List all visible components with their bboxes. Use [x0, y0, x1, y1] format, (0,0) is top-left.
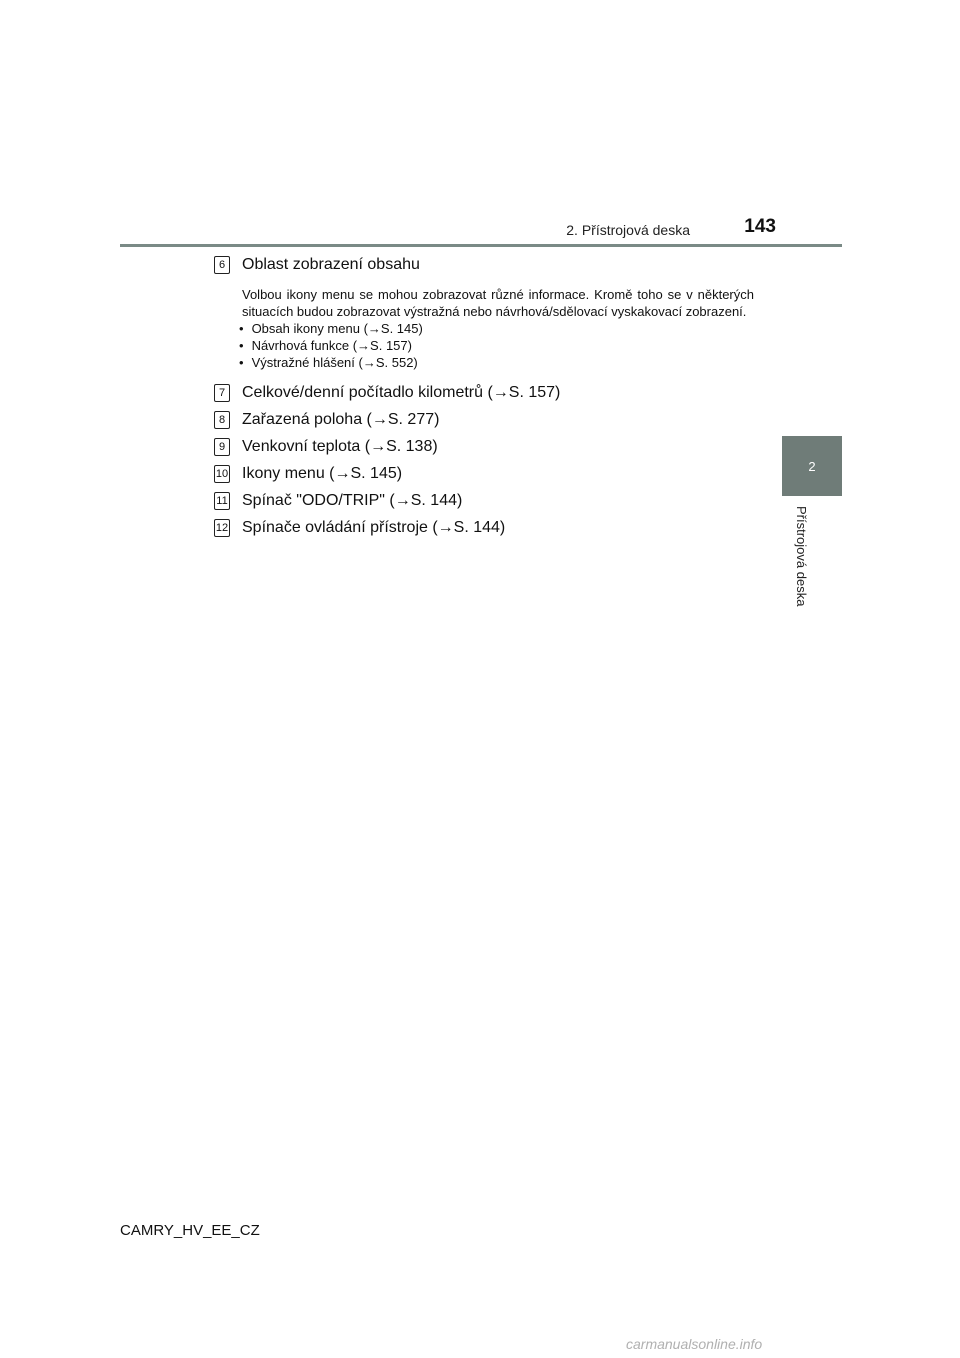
- item-title: Zařazená poloha (→S. 277): [242, 411, 440, 428]
- item-number-badge: 11: [214, 492, 230, 510]
- watermark[interactable]: carmanualsonline.info: [626, 1336, 763, 1352]
- item-11: [214, 488, 754, 514]
- item-number-badge: 12: [214, 519, 230, 537]
- item-number-badge: 9: [214, 438, 230, 456]
- item-8: [214, 407, 754, 433]
- chapter-tab-label: Přístrojová deska: [794, 506, 809, 607]
- item-title: Spínač "ODO/TRIP" (→S. 144): [242, 492, 463, 509]
- list-item: • Návrhová funkce (→S. 157): [250, 337, 754, 354]
- item-6: [214, 254, 754, 276]
- chapter-tab[interactable]: [782, 436, 842, 496]
- item-title: Spínače ovládání přístroje (→S. 144): [242, 519, 506, 536]
- item-12: [214, 515, 754, 541]
- item-title: Venkovní teplota (→S. 138): [242, 438, 438, 455]
- item-title: Ikony menu (→S. 145): [242, 465, 403, 482]
- chapter-tab-number: 2: [808, 458, 816, 474]
- item-number-badge: 8: [214, 411, 230, 429]
- item-title: Oblast zobrazení obsahu: [242, 256, 420, 273]
- list-item: • Obsah ikony menu (→S. 145): [250, 320, 754, 337]
- item-number-badge: 10: [214, 465, 230, 483]
- content: [214, 254, 754, 541]
- item-10: [214, 461, 754, 487]
- item-description: Volbou ikony menu se mohou zobrazovat různé informace. Kromě toho se v některých situacích budou zobrazovat výstražná nebo návrhová/sdělovací vyskakovací zobrazení.: [242, 287, 754, 319]
- document-code: CAMRY_HV_EE_CZ: [120, 1222, 260, 1239]
- item-number-badge: 6: [214, 256, 230, 274]
- item-number-badge: 7: [214, 384, 230, 402]
- page-number: 143: [744, 216, 776, 237]
- header-rule: [120, 244, 842, 247]
- item-7: [214, 380, 754, 406]
- bullet-list: [250, 320, 754, 371]
- list-item: • Výstražné hlášení (→S. 552): [250, 354, 754, 371]
- item-title: Celkové/denní počítadlo kilometrů (→S. 157): [242, 384, 561, 401]
- item-9: [214, 434, 754, 460]
- section-title: 2. Přístrojová deska: [566, 222, 690, 238]
